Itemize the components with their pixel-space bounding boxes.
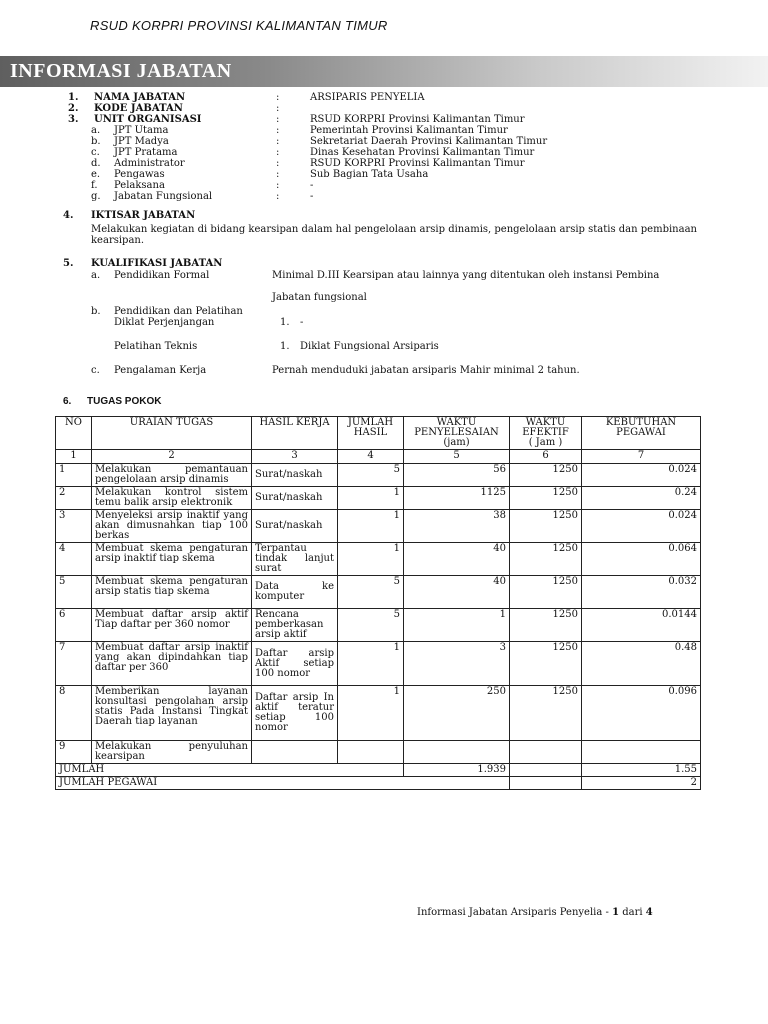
header-waktu-penyelesaian-unit: (jam) — [443, 437, 470, 448]
table-cell-waktu: 38 — [404, 510, 510, 543]
table-cell-jumlah: 1 — [338, 487, 404, 510]
table-cell-kebutuhan: 0.024 — [582, 510, 701, 543]
table-row — [56, 642, 701, 686]
field-label: JPT Pratama — [114, 147, 178, 158]
table-cell-uraian: Membuat skema pengaturan arsip statis tiap skema — [92, 576, 252, 609]
table-cell-waktu: 1125 — [404, 487, 510, 510]
table-cell-jumlah: 5 — [338, 464, 404, 487]
table-cell-jumlah: 5 — [338, 609, 404, 642]
field-label: UNIT ORGANISASI — [94, 114, 202, 125]
field-number: f. — [91, 180, 98, 191]
footer-of: dari — [619, 907, 646, 918]
table-cell-jumlah — [338, 741, 404, 764]
field-colon: : — [276, 169, 280, 180]
table-cell-hasil: Daftar arsip Aktif setiap 100 nomor — [252, 642, 338, 686]
section-4-number: 4. — [63, 210, 74, 221]
field-number: e. — [91, 169, 101, 180]
table-cell-efektif: 1250 — [510, 464, 582, 487]
jumlah-kebutuhan: 1.55 — [582, 764, 701, 777]
table-cell-kebutuhan: 0.24 — [582, 487, 701, 510]
pelatihan-teknis-value: Diklat Fungsional Arsiparis — [300, 341, 439, 352]
table-cell-uraian: Membuat daftar arsip aktif Tiap daftar per 360 nomor — [92, 609, 252, 642]
kualifikasi-a-number: a. — [91, 270, 101, 281]
kualifikasi-c-value: Pernah menduduki jabatan arsiparis Mahir minimal 2 tahun. — [272, 365, 580, 376]
table-cell-efektif: 1250 — [510, 510, 582, 543]
jumlah-pegawai-label: JUMLAH PEGAWAI — [56, 777, 510, 790]
field-colon: : — [276, 147, 280, 158]
field-label: NAMA JABATAN — [94, 92, 186, 103]
table-cell-kebutuhan: 0.0144 — [582, 609, 701, 642]
field-colon: : — [276, 158, 280, 169]
table-cell-waktu: 56 — [404, 464, 510, 487]
table-cell-no: 8 — [56, 686, 92, 741]
table-cell-efektif: 1250 — [510, 487, 582, 510]
field-label: Jabatan Fungsional — [114, 191, 213, 202]
table-cell-efektif: 1250 — [510, 609, 582, 642]
table-cell-hasil: Rencana pemberkasan arsip aktif — [252, 609, 338, 642]
table-row — [56, 686, 701, 741]
field-number: c. — [91, 147, 100, 158]
field-colon: : — [276, 114, 280, 125]
table-cell-efektif: 1250 — [510, 686, 582, 741]
field-number: 2. — [68, 103, 79, 114]
table-cell-hasil: Terpantau tindak lanjut surat — [252, 543, 338, 576]
table-cell-jumlah: 1 — [338, 686, 404, 741]
table-cell-efektif: 1250 — [510, 576, 582, 609]
tugas-pokok-table — [55, 416, 701, 790]
title-banner — [0, 56, 768, 87]
header-hasil: HASIL KERJA — [252, 417, 338, 450]
table-row — [56, 609, 701, 642]
table-cell-uraian: Membuat daftar arsip inaktif yang akan dipindahkan tiap daftar per 360 — [92, 642, 252, 686]
kualifikasi-a-value2: Jabatan fungsional — [272, 292, 367, 303]
field-value: - — [310, 180, 314, 191]
table-cell-hasil: Surat/naskah — [252, 464, 338, 487]
table-cell-uraian: Melakukan penyuluhan kearsipan — [92, 741, 252, 764]
table-cell-no: 3 — [56, 510, 92, 543]
kualifikasi-b-label: Pendidikan dan Pelatihan — [114, 306, 243, 317]
jumlah-pegawai-empty — [510, 777, 582, 790]
table-cell-hasil: Daftar arsip In aktif teratur setiap 100 nomor — [252, 686, 338, 741]
kualifikasi-a-value: Minimal D.III Kearsipan atau lainnya yang ditentukan oleh instansi Pembina — [272, 270, 660, 281]
table-cell-no: 9 — [56, 741, 92, 764]
table-row — [56, 464, 701, 487]
table-cell-kebutuhan: 0.48 — [582, 642, 701, 686]
table-cell-waktu: 40 — [404, 543, 510, 576]
field-value: Sekretariat Daerah Provinsi Kalimantan Timur — [310, 136, 548, 147]
field-value: ARSIPARIS PENYELIA — [310, 92, 425, 103]
header-waktu-penyelesaian — [404, 417, 510, 450]
table-cell-kebutuhan: 0.064 — [582, 543, 701, 576]
col-number: 1 — [56, 450, 92, 464]
section-6-number: 6. — [63, 396, 72, 407]
header-waktu-efektif-unit: ( Jam ) — [528, 437, 563, 448]
table-header-row — [56, 417, 701, 450]
pelatihan-teknis-number: 1. — [280, 341, 290, 352]
table-cell-uraian: Memberikan layanan konsultasi pengolahan arsip statis Pada Instansi Tingkat Daerah tiap layanan — [92, 686, 252, 741]
pelatihan-teknis-label: Pelatihan Teknis — [114, 341, 198, 352]
col-number: 6 — [510, 450, 582, 464]
field-label: Pengawas — [114, 169, 165, 180]
table-cell-uraian: Melakukan pemantauan pengelolaan arsip dinamis — [92, 464, 252, 487]
diklat-perjenjangan-number: 1. — [280, 317, 290, 328]
page-footer — [417, 907, 653, 918]
jumlah-label: JUMLAH — [56, 764, 404, 777]
field-colon: : — [276, 92, 280, 103]
diklat-perjenjangan-label: Diklat Perjenjangan — [114, 317, 215, 328]
field-label: KODE JABATAN — [94, 103, 183, 114]
field-value: Dinas Kesehatan Provinsi Kalimantan Timur — [310, 147, 535, 158]
col-number: 5 — [404, 450, 510, 464]
table-cell-uraian: Menyeleksi arsip inaktif yang akan dimusnahkan tiap 100 berkas — [92, 510, 252, 543]
table-cell-waktu — [404, 741, 510, 764]
column-number-row — [56, 450, 701, 464]
field-number: b. — [91, 136, 101, 147]
table-cell-kebutuhan: 0.096 — [582, 686, 701, 741]
table-cell-no: 2 — [56, 487, 92, 510]
field-colon: : — [276, 191, 280, 202]
jumlah-pegawai-value: 2 — [582, 777, 701, 790]
field-label: Pelaksana — [114, 180, 165, 191]
field-colon: : — [276, 103, 280, 114]
kualifikasi-c-number: c. — [91, 365, 100, 376]
table-cell-no: 6 — [56, 609, 92, 642]
diklat-perjenjangan-value: - — [300, 317, 304, 328]
kualifikasi-a-label: Pendidikan Formal — [114, 270, 210, 281]
field-number: 1. — [68, 92, 79, 103]
table-cell-hasil: Surat/naskah — [252, 510, 338, 543]
table-cell-waktu: 250 — [404, 686, 510, 741]
field-number: 3. — [68, 114, 79, 125]
header-waktu-efektif-label: WAKTU EFEKTIF — [522, 417, 569, 438]
section-5-title: KUALIFIKASI JABATAN — [91, 258, 223, 269]
table-body — [56, 464, 701, 764]
field-number: a. — [91, 125, 101, 136]
kualifikasi-b-number: b. — [91, 306, 101, 317]
table-cell-no: 7 — [56, 642, 92, 686]
field-colon: : — [276, 125, 280, 136]
table-row — [56, 576, 701, 609]
jumlah-row — [56, 764, 701, 777]
jumlah-empty — [510, 764, 582, 777]
header-waktu-efektif — [510, 417, 582, 450]
table-row — [56, 543, 701, 576]
kualifikasi-c-label: Pengalaman Kerja — [114, 365, 207, 376]
col-number: 7 — [582, 450, 701, 464]
header-no: NO — [56, 417, 92, 450]
table-cell-uraian: Membuat skema pengaturan arsip inaktif tiap skema — [92, 543, 252, 576]
col-number: 3 — [252, 450, 338, 464]
table-row — [56, 741, 701, 764]
table-cell-hasil: Surat/naskah — [252, 487, 338, 510]
ikhtisar-text: Melakukan kegiatan di bidang kearsipan dalam hal pengelolaan arsip dinamis, pengelolaan arsip statis dan pembinaan kearsipan. — [91, 224, 697, 246]
field-value: RSUD KORPRI Provinsi Kalimantan Timur — [310, 158, 525, 169]
field-label: JPT Madya — [114, 136, 169, 147]
header-waktu-penyelesaian-label: WAKTU PENYELESAIAN — [414, 417, 499, 438]
banner-title: INFORMASI JABATAN — [10, 60, 232, 82]
section-5-number: 5. — [63, 258, 74, 269]
table-cell-waktu: 40 — [404, 576, 510, 609]
header-org: RSUD KORPRI PROVINSI KALIMANTAN TIMUR — [90, 18, 388, 33]
field-number: g. — [91, 191, 101, 202]
table-cell-kebutuhan: 0.032 — [582, 576, 701, 609]
table-cell-no: 5 — [56, 576, 92, 609]
jumlah-waktu: 1.939 — [404, 764, 510, 777]
table-row — [56, 487, 701, 510]
table-cell-uraian: Melakukan kontrol sistem temu balik arsip elektronik — [92, 487, 252, 510]
field-number: d. — [91, 158, 101, 169]
table-cell-waktu: 1 — [404, 609, 510, 642]
field-label: Administrator — [114, 158, 185, 169]
field-value: RSUD KORPRI Provinsi Kalimantan Timur — [310, 114, 525, 125]
header-jumlah: JUMLAH HASIL — [338, 417, 404, 450]
section-6-title: TUGAS POKOK — [87, 396, 162, 407]
section-4-title: IKTISAR JABATAN — [91, 210, 196, 221]
table-cell-no: 4 — [56, 543, 92, 576]
field-value: Pemerintah Provinsi Kalimantan Timur — [310, 125, 508, 136]
table-cell-kebutuhan — [582, 741, 701, 764]
table-cell-efektif: 1250 — [510, 642, 582, 686]
header-uraian: URAIAN TUGAS — [92, 417, 252, 450]
table-row — [56, 510, 701, 543]
field-value: Sub Bagian Tata Usaha — [310, 169, 429, 180]
table-cell-no: 1 — [56, 464, 92, 487]
field-colon: : — [276, 180, 280, 191]
footer-total: 4 — [645, 907, 653, 918]
col-number: 2 — [92, 450, 252, 464]
field-value: - — [310, 191, 314, 202]
field-label: JPT Utama — [114, 125, 169, 136]
table-cell-hasil — [252, 741, 338, 764]
table-cell-hasil: Data ke komputer — [252, 576, 338, 609]
field-colon: : — [276, 136, 280, 147]
header-kebutuhan: KEBUTUHAN PEGAWAI — [582, 417, 701, 450]
footer-page: 1 — [612, 907, 620, 918]
table-cell-kebutuhan: 0.024 — [582, 464, 701, 487]
table-cell-jumlah: 1 — [338, 510, 404, 543]
table-cell-waktu: 3 — [404, 642, 510, 686]
table-cell-efektif: 1250 — [510, 543, 582, 576]
jumlah-pegawai-row — [56, 777, 701, 790]
col-number: 4 — [338, 450, 404, 464]
table-cell-efektif — [510, 741, 582, 764]
footer-text: Informasi Jabatan Arsiparis Penyelia - — [417, 907, 613, 918]
table-cell-jumlah: 1 — [338, 642, 404, 686]
table-cell-jumlah: 5 — [338, 576, 404, 609]
table-cell-jumlah: 1 — [338, 543, 404, 576]
